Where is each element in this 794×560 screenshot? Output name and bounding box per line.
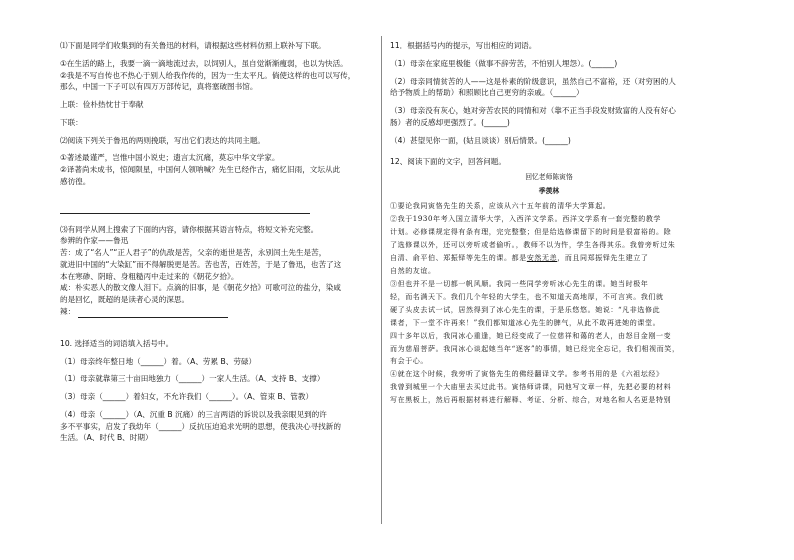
essay-line: ①要论我同寅恪先生的关系，应该从六十五年前的清华大学算起。 <box>390 202 611 211</box>
essay-line: 而为慈眉菩萨。我同冰心谈起她当年“逐客”的事情，她已经完全忘记，我们相视而笑， <box>390 344 680 353</box>
text-line: 参辨的作家——鲁迅 <box>60 236 129 246</box>
essay-line: 计划。必修课规定得有条有理，完完整整；但是给选修课留下的时间是很富裕的。除 <box>390 228 672 237</box>
text-line: 生活。（A、时代 B、时期） <box>60 433 153 443</box>
essay-line: ④就在这个时候，我旁听了寅恪先生的佛经翻译文学。参考书用的是《六祖坛经》 <box>390 370 664 379</box>
text-line: 咸：朴实恶人的散文像人泪下。点滴的旧事，是《朝花夕拾》可歌可泣的盐分，染咸 <box>60 283 341 293</box>
blank-line <box>60 306 378 318</box>
text-line: （1）母亲就靠第三十亩田地独力（______）一家人生活。（A、支持 B、支撑） <box>60 374 325 384</box>
essay-line: ③但也并不是一切都一帆风顺。我同一些同学旁听冰心先生的课。她当时极年 <box>390 279 649 288</box>
question-12-title: 12、阅读下面的文字，回答问题。 <box>390 157 506 167</box>
text-line: （3）母亲没有灰心，她对旁苦农民的同情和对（靠不正当手段发财致富的人没有好心 <box>390 106 676 116</box>
text-line: 那么，中国一下子可以有四万万部传记，真将塞破图书馆。 <box>60 82 258 92</box>
text-line: ⑶有同学从网上搜索了下面的内容，请你根据其语言特点，将短文补充完整。 <box>60 224 319 234</box>
essay-fragment: 自清、俞平伯、郑振铎等先生的课。都是 <box>390 253 527 262</box>
essay-fragment: ，而且同郑振铎先生建立了 <box>557 253 649 262</box>
question-10-title: 10. 选择适当的词语填入括号中。 <box>60 338 174 348</box>
answer-line[interactable] <box>78 309 228 318</box>
upper-couplet: 上联：俭朴热忱甘于奉献 <box>60 100 144 110</box>
essay-line <box>390 252 708 265</box>
text-line: 的是回忆，既超的是读者心灵的深思。 <box>60 295 190 305</box>
essay-body <box>390 200 708 407</box>
essay-title: 回忆老师陈寅恪 <box>525 173 573 182</box>
text-line: （1）母亲终年整日地（______）着。（A、劳累 B、劳碌） <box>60 356 257 366</box>
question-11-title: 11．根据括号内的提示，写出相应的词语。 <box>390 41 537 50</box>
essay-line: 课者，下一堂不许再来！”我们都知道冰心先生的脾气，从此不敢再进她的课堂。 <box>390 318 661 327</box>
essay-line: 有会于心。 <box>390 357 428 366</box>
essay-line: 我曾到城里一个大庙里去买过此书。寅恪师讲课，同他写文章一样，先把必要的材料 <box>390 383 672 392</box>
text-line: 就进旧中国的“大染缸”而不得解脱更是苦。苦也苦，百姓苦，于是了鲁迅，也苦了这 <box>60 259 342 269</box>
essay-line: 写在黑板上，然后再根据材料进行解释、考证、分析、综合，对地名和人名更是特别 <box>390 396 672 405</box>
essay-line: 轻，而名满天下。我们几个年轻的大学生，也不知道天高地厚，不可言宾。我们就 <box>390 292 664 301</box>
text-line: ②我是不写自传也不热心于别人给我作传的，因为一生太平凡。倘使这样的也可以写传， <box>60 70 356 80</box>
text-line: ⑵阅读下列关于鲁迅的两则挽联，写出它们表达的共同主题。 <box>60 135 266 145</box>
underlined-phrase: 安然无恙 <box>526 253 558 262</box>
essay-line: 自然的友谊。 <box>390 266 436 275</box>
text-line: 多不平事实，启发了我幼年（______）反抗压迫追求光明的思想，使我决心寻找新的 <box>60 421 341 431</box>
essay-line: 了选修课以外，还可以旁听或者偷听。，教师不以为忤，学生各得其乐。我曾旁听过朱 <box>390 241 676 249</box>
text-line: （4）甚望见你一面，(姑且谈谈）别后情景。(______) <box>390 135 571 145</box>
text-line: （4）母亲（______）（A、沉重 B 沉痛）的三言两语的诉说以及我亲眼见到的许 <box>60 409 327 419</box>
blank-label: 辣： <box>60 307 76 317</box>
text-line: ①著述最谨严，岂惟中国小说史；遗言太沉痛，莫忘中华文学家。 <box>60 153 280 163</box>
text-line: （3）母亲（______）着妇女，不允许我们（______）。（A、管束 B、管教） <box>60 392 314 402</box>
text-line: （2）母亲同情贫苦的人——这是朴素的阶级意识，虽然自己不富裕，还（对穷困的人 <box>390 76 676 86</box>
essay-line: 四十多年以后，我同冰心重逢，她已经变成了一位慈祥和蔼的老人，由怒目金刚一变 <box>390 331 672 340</box>
text-line: （1）母亲在家庭里极能（做事不辞劳苦，不怕别人埋怨）。(______) <box>390 58 618 68</box>
lower-couplet-label: 下联： <box>60 117 83 127</box>
column-divider <box>381 36 382 524</box>
text-line: ①在生活的路上，我要一滴一滴地流过去，以饲别人，虽自觉渐渐瘦弱，也以为快活。 <box>60 58 348 68</box>
text-line: ②译著尚未成书，惊闻陨星，中国何人领呐喊？先生已经作古，痛忆旧雨，文坛从此 <box>60 165 341 175</box>
text-line: 肠）者的反感却更强烈了。(______) <box>390 117 510 127</box>
essay-line: 硬了头皮去试一试，居然得到了冰心先生的课，于是乐悠悠。她说：“凡非选修此 <box>390 305 661 314</box>
text-line: 感彷徨。 <box>60 176 91 186</box>
answer-line[interactable] <box>60 204 310 214</box>
text-line: ⑴下面是同学们收集到的有关鲁迅的材料，请根据这些材料仿照上联补写下联。 <box>60 41 326 50</box>
left-column <box>60 40 378 444</box>
essay-author: 季羡林 <box>538 186 560 195</box>
right-column <box>390 40 708 407</box>
text-line: 苦：成了“名人”“正人君子”的仇敌是苦，父亲的逝世是苦，永别闰土先生是苦， <box>60 248 327 258</box>
text-line: 给予物质上的帮助）和照顾比自己更穷的亲戚。（______） <box>390 88 584 98</box>
text-line: 本在寒碜、阴暗、身粗糙丙中走过来的《朝花夕拾》。 <box>60 271 239 281</box>
essay-line: ②我于1930年考入国立清华大学，入西洋文学系。西洋文学系有一套完整的教学 <box>390 215 662 224</box>
